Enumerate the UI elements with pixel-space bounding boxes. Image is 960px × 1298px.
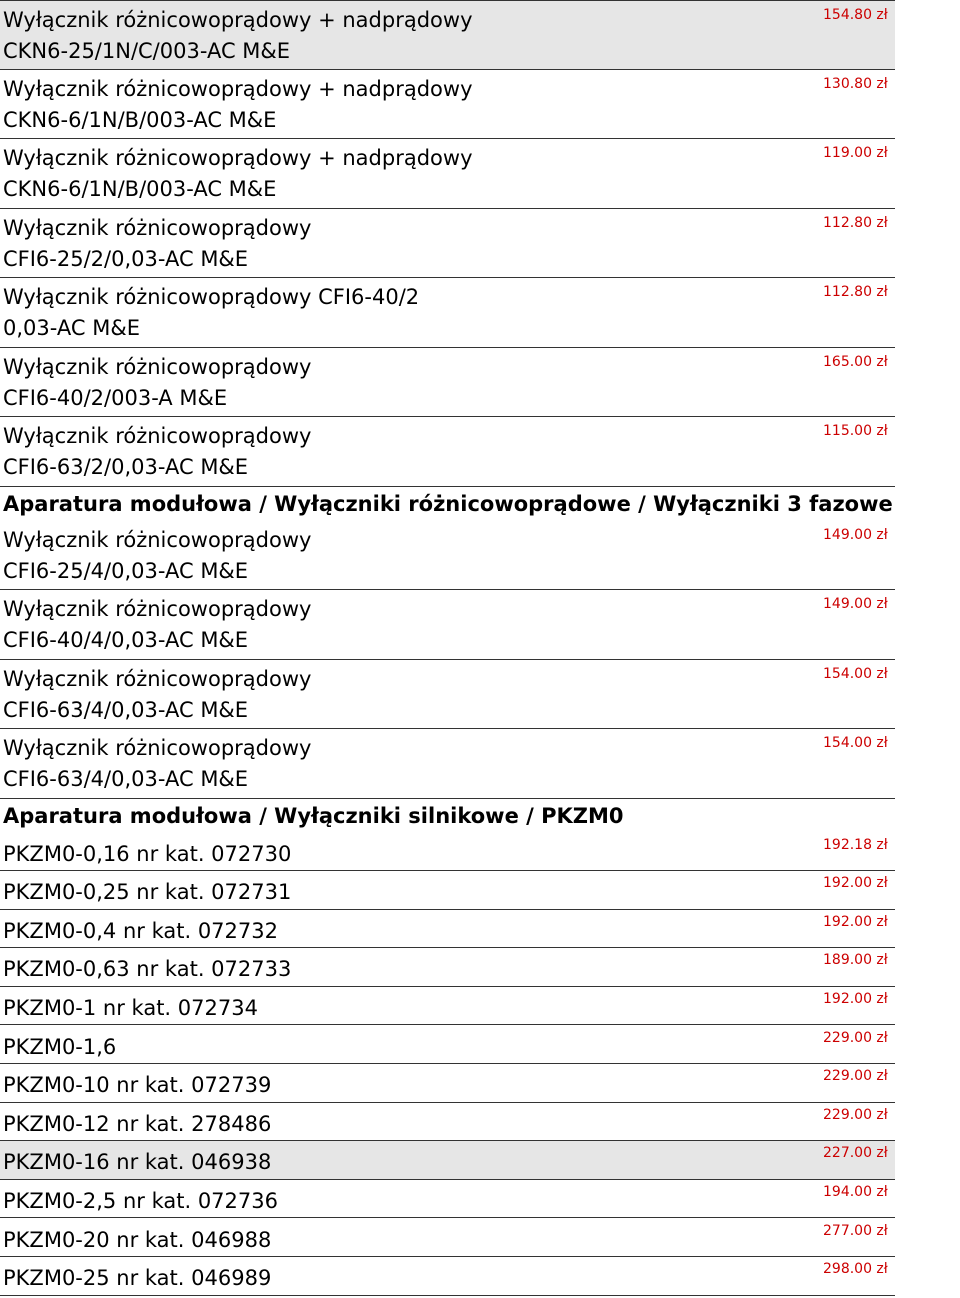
product-name [3, 1225, 271, 1256]
product-row[interactable] [0, 948, 895, 987]
product-name-line: PKZM0-20 nr kat. 046988 [3, 1227, 272, 1252]
product-price: 154.80 zł [823, 7, 888, 23]
product-name [3, 1186, 278, 1217]
product-name-line: CFI6-25/4/0,03-AC M&E [3, 558, 249, 583]
product-name-line: CKN6-6/1N/B/003-AC M&E [3, 107, 277, 132]
product-name-line: PKZM0-1 nr kat. 072734 [3, 995, 258, 1020]
product-name-line: CFI6-25/2/0,03-AC M&E [3, 246, 249, 271]
product-price: 229.00 zł [823, 1029, 888, 1046]
product-name [3, 1032, 116, 1063]
product-price: 112.80 zł [823, 214, 888, 231]
product-name-line: PKZM0-10 nr kat. 072739 [3, 1073, 272, 1098]
product-name-line: PKZM0-1,6 [3, 1034, 117, 1059]
product-row[interactable] [0, 1257, 895, 1296]
product-name [3, 916, 278, 947]
product-name-line: Wyłącznik różnicowoprądowy [3, 527, 312, 552]
product-name [3, 733, 311, 795]
product-name [3, 1147, 271, 1178]
product-row[interactable] [0, 70, 895, 140]
product-row[interactable] [0, 729, 895, 799]
product-price: 112.80 zł [823, 284, 888, 300]
product-name-line: CFI6-40/2/003-A M&E [3, 385, 228, 410]
product-name-line: PKZM0-2,5 nr kat. 072736 [3, 1188, 278, 1213]
product-row[interactable] [0, 987, 895, 1026]
product-price: 154.00 zł [823, 665, 888, 682]
product-name-line: Wyłącznik różnicowoprądowy + nadprądowy [3, 146, 473, 170]
product-name [3, 213, 311, 275]
product-name [3, 664, 311, 726]
product-row[interactable] [0, 278, 895, 348]
product-price: 165.00 zł [823, 353, 888, 370]
product-price: 192.00 zł [823, 875, 888, 892]
product-price: 298.00 zł [823, 1261, 888, 1278]
product-price: 149.00 zł [823, 526, 888, 543]
product-row[interactable] [0, 521, 895, 591]
product-name-line: 0,03-AC M&E [3, 316, 140, 340]
product-row[interactable] [0, 1103, 895, 1142]
product-name [3, 1109, 271, 1140]
product-name [3, 594, 311, 656]
product-row[interactable] [0, 209, 895, 279]
product-price: 277.00 zł [823, 1222, 888, 1239]
product-row[interactable] [0, 1141, 895, 1180]
product-name-line: PKZM0-0,4 nr kat. 072732 [3, 918, 278, 943]
product-price: 229.00 zł [823, 1068, 888, 1085]
product-name [3, 5, 473, 67]
product-row[interactable] [0, 910, 895, 949]
product-row[interactable] [0, 139, 895, 209]
product-row[interactable] [0, 1026, 895, 1065]
product-name-line: CKN6-25/1N/C/003-AC M&E [3, 39, 291, 63]
product-name-line: PKZM0-25 nr kat. 046989 [3, 1266, 272, 1291]
product-price: 227.00 zł [823, 1145, 888, 1162]
product-name-line: PKZM0-16 nr kat. 046938 [3, 1150, 272, 1175]
product-name [3, 877, 291, 908]
product-row[interactable] [0, 1180, 895, 1219]
product-name-line: PKZM0-0,16 nr kat. 072730 [3, 841, 292, 866]
product-name [3, 421, 311, 483]
product-name [3, 74, 473, 136]
product-name [3, 352, 311, 414]
product-price: 189.00 zł [823, 952, 888, 969]
product-name [3, 1263, 271, 1294]
product-price: 192.18 zł [823, 836, 888, 853]
product-name-line: Wyłącznik różnicowoprądowy [3, 354, 312, 379]
product-price: 149.00 zł [823, 596, 888, 612]
product-price: 119.00 zł [823, 145, 888, 161]
product-name [3, 993, 258, 1024]
product-price: 154.00 zł [823, 735, 888, 751]
product-name [3, 525, 311, 587]
product-name-line: CKN6-6/1N/B/003-AC M&E [3, 177, 277, 201]
product-name-line: PKZM0-12 nr kat. 278486 [3, 1111, 272, 1136]
product-row[interactable] [0, 871, 895, 910]
product-name-line: Wyłącznik różnicowoprądowy [3, 736, 312, 760]
product-name-line: CFI6-63/4/0,03-AC M&E [3, 697, 249, 722]
product-row[interactable] [0, 417, 895, 487]
category-heading: Aparatura modułowa / Wyłączniki silnikowe / PKZM0 [3, 803, 624, 828]
product-row[interactable] [0, 590, 895, 660]
product-row[interactable] [0, 660, 895, 730]
product-name-line: Wyłącznik różnicowoprądowy [3, 215, 312, 240]
product-name-line: CFI6-40/4/0,03-AC M&E [3, 628, 249, 652]
product-name [3, 143, 473, 205]
product-price: 192.00 zł [823, 990, 888, 1007]
product-name-line: CFI6-63/2/0,03-AC M&E [3, 455, 249, 479]
product-name [3, 954, 291, 985]
product-price: 194.00 zł [823, 1183, 888, 1200]
product-price: 130.80 zł [823, 75, 888, 92]
product-row[interactable] [0, 348, 895, 418]
product-name-line: Wyłącznik różnicowoprądowy [3, 424, 312, 448]
product-row[interactable] [0, 0, 895, 70]
product-name-line: Wyłącznik różnicowoprądowy + nadprądowy [3, 76, 473, 101]
product-row[interactable] [0, 1219, 895, 1258]
product-name-line: Wyłącznik różnicowoprądowy CFI6-40/2 [3, 285, 420, 309]
product-name-line: Wyłącznik różnicowoprądowy [3, 666, 312, 691]
product-price: 229.00 zł [823, 1106, 888, 1123]
product-price: 192.00 zł [823, 913, 888, 930]
product-row[interactable] [0, 833, 895, 872]
category-heading: Aparatura modułowa / Wyłączniki różnicowoprądowe / Wyłączniki 3 fazowe [3, 491, 893, 516]
product-name-line: Wyłącznik różnicowoprądowy [3, 597, 312, 621]
product-name-line: Wyłącznik różnicowoprądowy + nadprądowy [3, 8, 473, 32]
product-name [3, 1070, 271, 1101]
product-price: 115.00 zł [823, 423, 888, 439]
product-row[interactable] [0, 1064, 895, 1103]
product-name-line: PKZM0-0,25 nr kat. 072731 [3, 880, 292, 905]
product-name-line: CFI6-63/4/0,03-AC M&E [3, 767, 249, 791]
product-name [3, 282, 419, 344]
product-name-line: PKZM0-0,63 nr kat. 072733 [3, 957, 292, 982]
product-name [3, 839, 291, 870]
